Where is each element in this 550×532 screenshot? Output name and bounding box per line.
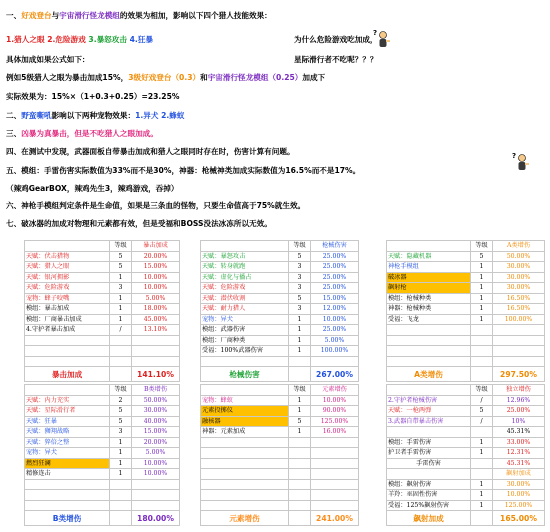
table-row: 飙射加成 bbox=[387, 469, 545, 480]
table-row: 神器：枪械种类 1 16.50% bbox=[387, 304, 545, 315]
table-row: 天赋：内力充实 2 50.00% bbox=[25, 395, 180, 406]
rule-5-note: （辣鸡GearBOX，辣鸡先生3，辣鸡游戏，吞掉） bbox=[6, 184, 179, 193]
formula-result: 实际效果为：15%×（1+0.3+0.25）=23.25% bbox=[6, 92, 180, 101]
table-row: 天赋：伏击猎物 5 20.00% bbox=[25, 251, 180, 262]
crit-total-value: 141.10% bbox=[132, 367, 180, 382]
table-row: 天赋：潜伏收割 5 15.00% bbox=[201, 293, 359, 304]
table-row: 手雷伤害 45.31% bbox=[387, 458, 545, 469]
thinking-guy-icon bbox=[372, 28, 392, 50]
table-row: 模组：手雷伤害 1 33.00% bbox=[387, 437, 545, 448]
table-row: 受福：100%武器伤害 1 100.00% bbox=[201, 346, 359, 357]
table-row: 羊羚：巫固性伤害 1 10.00% bbox=[387, 490, 545, 501]
element-table: 等级 元素增伤 宠物：蜂蚁 1 10.00% 元素投掷仪 1 90.00% 融核器 5 125.00% 神器：元素加成 1 16.00% 元素增伤 241.00% bbox=[200, 384, 359, 526]
table-row: 天赋：星际滑行者 5 30.00% bbox=[25, 406, 180, 417]
thinking-guy-icon bbox=[511, 151, 531, 173]
rule-1: 一、好戏登台与宇宙滑行怪龙模组的效果为相加，影响以下四个猎人技能效果： bbox=[6, 11, 272, 20]
table-row: 天赋：虚化与播占 3 25.00% bbox=[201, 272, 359, 283]
table-row: 天赋：狂暴 5 40.00% bbox=[25, 416, 180, 427]
table-row: 天赋：狮翔战略 3 15.00% bbox=[25, 427, 180, 438]
table-row: 2.守护者枪械伤害 / 12.96% bbox=[387, 395, 545, 406]
table-row: 飙射枪 1 30.00% bbox=[387, 283, 545, 294]
element-total-label: 元素增伤 bbox=[201, 511, 289, 526]
b-total-value: 180.00% bbox=[132, 511, 180, 526]
table-row: 破冰器 1 30.00% bbox=[387, 272, 545, 283]
element-total-value: 241.00% bbox=[311, 511, 359, 526]
table-row: 3.武器自带暴击伤害 / 10% bbox=[387, 416, 545, 427]
independent-table: 等级 独立增伤 2.守护者枪械伤害 / 12.96% 天赋：一枪两弹 5 25.00% 3.武器自带暴击伤害 / 10% 45.31% 模组：手雷伤害 1 33.00% 护卫者手雷伤害 1 12.31% 手雷伤害 45.31% 飙射加成 模组：飙射伤害 1 30.00% 羊羚：巫固性伤害 1 10.00% 受福：125%飙射伤害 1 125.00% 飙射加成 165.00% bbox=[386, 384, 545, 526]
rule-2: 二、野蛮嘶吼影响以下两种宠物效果：1.异犬 2.蜂蚁 bbox=[6, 111, 185, 120]
table-row: 天赋：隐藏机器 5 50.00% bbox=[387, 251, 545, 262]
svg-text:?: ? bbox=[373, 29, 378, 37]
table-row: 模组：厂商暴击加成 1 45.00% bbox=[25, 314, 180, 325]
table-row: 精修连击 1 10.00% bbox=[25, 469, 180, 480]
table-row: 4.守护者暴击加成 / 13.10% bbox=[25, 325, 180, 336]
table-row: 融核器 5 125.00% bbox=[201, 416, 359, 427]
table-row: 模组：厂商种类 1 5.00% bbox=[201, 335, 359, 346]
table-row: 天赋：猎人之眼 5 15.00% bbox=[25, 262, 180, 273]
svg-text:?: ? bbox=[512, 152, 517, 160]
gun-damage-table: 等级 枪械伤害 天赋：暴怒攻击 5 25.00% 天赋：转身就跑 3 25.00% 天赋：虚化与播占 3 25.00% 天赋：危险游戏 3 25.00% 天赋：潜伏收割 5 15.00% 天赋：耐力猎人 3 12.00% 宠物：异犬 1 10.00% 模组：武器伤害 1 25.00% 模组：厂商种类 1 5.00% 受福：100%武器伤害 1 100.00% 枪械伤害 267.00% bbox=[200, 240, 359, 382]
table-row: 天赋：暴怒攻击 5 25.00% bbox=[201, 251, 359, 262]
rule-5: 五、模组：手雷伤害实际数值为33%而不是30%，神器：枪械神类加成实际数值为16.5%而不是17%。 bbox=[6, 166, 361, 175]
independent-total-value: 165.00% bbox=[493, 511, 545, 526]
table-row: 模组：暴击加成 1 18.00% bbox=[25, 304, 180, 315]
table-row: 天赋：耐力猎人 3 12.00% bbox=[201, 304, 359, 315]
rule-7: 七、破冰器的加成对物理和元素都有效，但是受福和BOSS没法冰冻所以无效。 bbox=[6, 219, 272, 228]
table-row: 天赋：危险游戏 3 10.00% bbox=[25, 283, 180, 294]
table-row: 宠物：异犬 1 10.00% bbox=[201, 314, 359, 325]
table-row: 神枪手模组 1 30.00% bbox=[387, 262, 545, 273]
table-row: 天赋：危险游戏 3 25.00% bbox=[201, 283, 359, 294]
table-row: 受福：飞龙 1 100.00% bbox=[387, 314, 545, 325]
gun-total-value: 267.00% bbox=[311, 367, 359, 382]
question-note-2: 星际滑行者不吃呢？？？ bbox=[294, 55, 378, 64]
table-row: 神器：元素加成 1 16.00% bbox=[201, 427, 359, 438]
table-row: 天赋：转身就跑 3 25.00% bbox=[201, 262, 359, 273]
table-row: 天赋：银河拥影 1 10.00% bbox=[25, 272, 180, 283]
a-class-table: 等级 A类增伤 天赋：隐藏机器 5 50.00% 神枪手模组 1 30.00% 破冰器 1 30.00% 飙射枪 1 30.00% 模组：枪械种类 1 16.50% 神器：枪械种类 1 16.50% 受福：飞龙 1 100.00% A类增伤 297.50% bbox=[386, 240, 545, 382]
crit-bonus-table: 等级 暴击加成 天赋：伏击猎物 5 20.00% 天赋：猎人之眼 5 15.00% 天赋：银河拥影 1 10.00% 天赋：危险游戏 3 10.00% 宠物：蜂子咬嘴 1 5.00% 模组：暴击加成 1 18.00% 模组：厂商暴击加成 1 45.00% 4.守护者暴击加成 / 13.10% 暴击加成 141.10% bbox=[24, 240, 180, 382]
rule-4: 四、在测试中发现，武器面板自带暴击加成和猎人之眼同时存在时，伤害计算有问题。 bbox=[6, 147, 295, 156]
a-total-value: 297.50% bbox=[493, 367, 545, 382]
table-row: 45.31% bbox=[387, 427, 545, 438]
gun-total-label: 枪械伤害 bbox=[201, 367, 289, 382]
rule-1-skills: 1.猎人之眼 2.危险游戏 3.暴怒攻击 4.狂暴 bbox=[6, 35, 153, 44]
table-row: 护卫者手雷伤害 1 12.31% bbox=[387, 448, 545, 459]
table-row: 天赋：一枪两弹 5 25.00% bbox=[387, 406, 545, 417]
table-row: 宠物：异犬 1 5.00% bbox=[25, 448, 180, 459]
crit-total-label: 暴击加成 bbox=[25, 367, 110, 382]
table-row: 天赋：猝倍之整 1 20.00% bbox=[25, 437, 180, 448]
a-total-label: A类增伤 bbox=[387, 367, 471, 382]
table-row: 宠物：蜂蚁 1 10.00% bbox=[201, 395, 359, 406]
table-row: 元素投掷仪 1 90.00% bbox=[201, 406, 359, 417]
table-row: 宠物：蜂子咬嘴 1 5.00% bbox=[25, 293, 180, 304]
rule-6: 六、神枪手模组判定条件是生命值，如果是三条血的怪物，只要生命值高于75%就生效。 bbox=[6, 201, 306, 210]
table-row: 模组：武器伤害 1 25.00% bbox=[201, 325, 359, 336]
question-note-1: 为什么危险游戏吃加成， bbox=[294, 35, 378, 44]
formula-intro: 具体加成如果公式如下： bbox=[6, 55, 90, 64]
table-row: 受福：125%飙射伤害 1 125.00% bbox=[387, 500, 545, 511]
formula-example: 例如5级猎人之眼为暴击加成15%，3级好戏登台（0.3）和宇宙滑行怪龙模组（0.25）加成下 bbox=[6, 73, 326, 82]
rule-3: 三、凶暴为真暴击，但是不吃猎人之眼加成。 bbox=[6, 129, 158, 138]
independent-total-label: 飙射加成 bbox=[387, 511, 471, 526]
table-row: 燃烈狂澜 1 10.00% bbox=[25, 458, 180, 469]
table-row: 模组：飙射伤害 1 30.00% bbox=[387, 479, 545, 490]
table-row: 模组：枪械种类 1 16.50% bbox=[387, 293, 545, 304]
b-class-table: 等级 B类增伤 天赋：内力充实 2 50.00% 天赋：星际滑行者 5 30.00% 天赋：狂暴 5 40.00% 天赋：狮翔战略 3 15.00% 天赋：猝倍之整 1 20.00% 宠物：异犬 1 5.00% 燃烈狂澜 1 10.00% 精修连击 1 10.00% B类增伤 180.00% bbox=[24, 384, 180, 526]
b-total-label: B类增伤 bbox=[25, 511, 110, 526]
